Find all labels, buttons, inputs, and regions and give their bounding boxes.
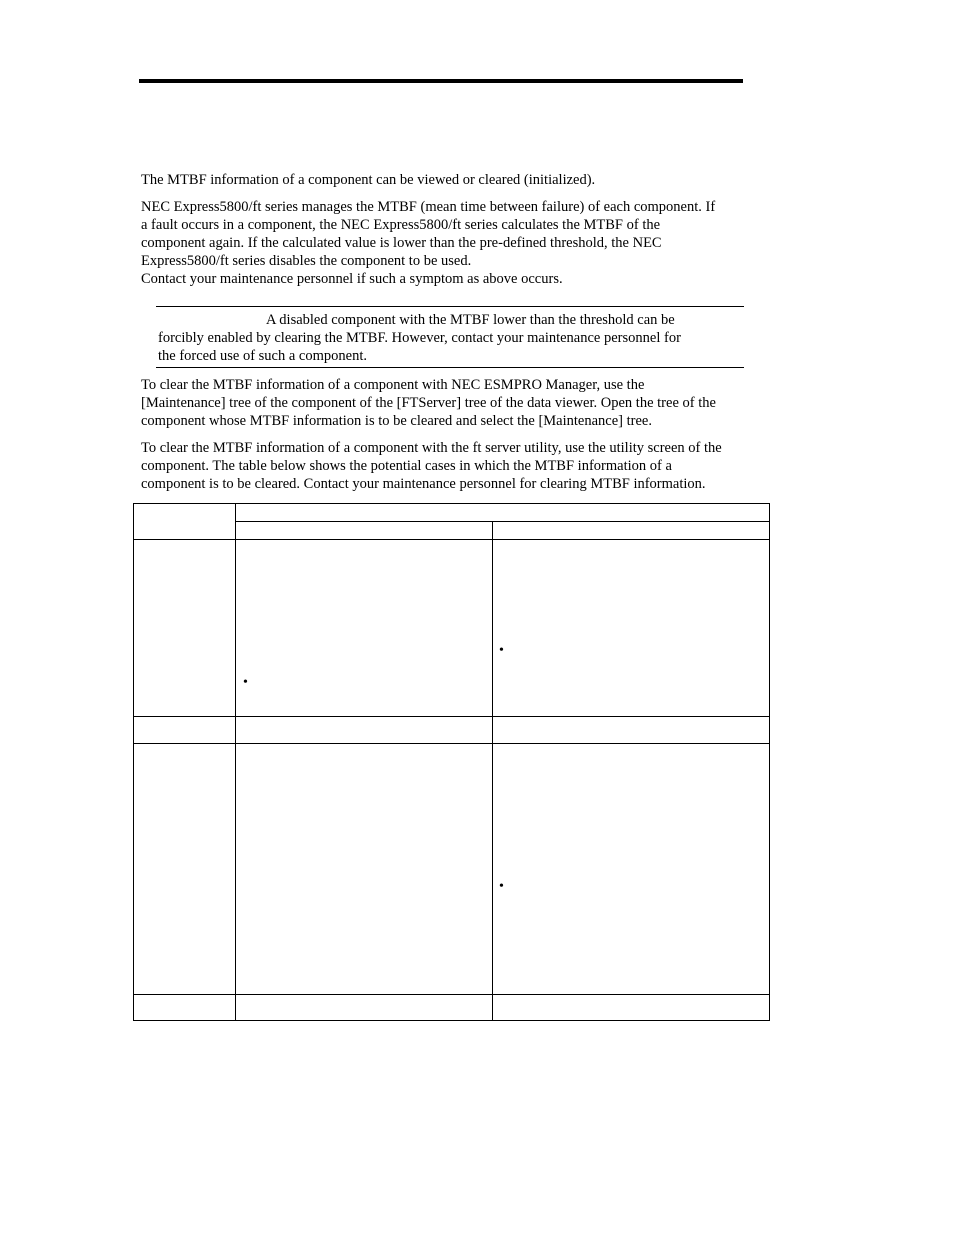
text-line: a fault occurs in a component, the NEC Express5800/ft series calculates the MTBF of the — [141, 217, 661, 233]
text-line: NEC Express5800/ft series manages the MTBF (mean time between failure) of each component. If — [141, 199, 716, 215]
header-rule — [139, 79, 743, 83]
text-line: To clear the MTBF information of a component with NEC ESMPRO Manager, use the — [141, 377, 645, 393]
text-line: component whose MTBF information is to be cleared and select the [Maintenance] tree. — [141, 413, 652, 429]
table-column-divider — [235, 504, 236, 1021]
table-row-divider — [134, 994, 769, 995]
note-line: A disabled component with the MTBF lower than the threshold can be — [266, 312, 675, 328]
intro-paragraph: The MTBF information of a component can be viewed or cleared (initialized). — [141, 172, 596, 188]
text-line: component. The table below shows the potential cases in which the MTBF information of a — [141, 458, 672, 474]
table-row-divider — [134, 716, 769, 717]
table-row-divider — [134, 743, 769, 744]
text-line: To clear the MTBF information of a component with the ft server utility, use the utility screen of the — [141, 440, 722, 456]
list-bullet: • — [499, 643, 504, 658]
important-note-box — [156, 306, 744, 368]
text-line: component again. If the calculated value is lower than the pre-defined threshold, the NEC — [141, 235, 662, 251]
text-line: Contact your maintenance personnel if such a symptom as above occurs. — [141, 271, 563, 287]
mtbf-clear-cases-table — [133, 503, 770, 1021]
table-row-divider — [134, 539, 769, 540]
list-bullet: • — [499, 879, 504, 894]
text-line: Express5800/ft series disables the component to be used. — [141, 253, 472, 269]
list-bullet: • — [243, 675, 248, 690]
table-column-divider — [492, 522, 493, 1021]
table-header-divider — [235, 521, 770, 522]
note-line: the forced use of such a component. — [158, 348, 367, 364]
note-line: forcibly enabled by clearing the MTBF. However, contact your maintenance personnel for — [158, 330, 681, 346]
text-line: component is to be cleared. Contact your maintenance personnel for clearing MTBF information. — [141, 476, 706, 492]
text-line: [Maintenance] tree of the component of the [FTServer] tree of the data viewer. Open the tree of the — [141, 395, 716, 411]
